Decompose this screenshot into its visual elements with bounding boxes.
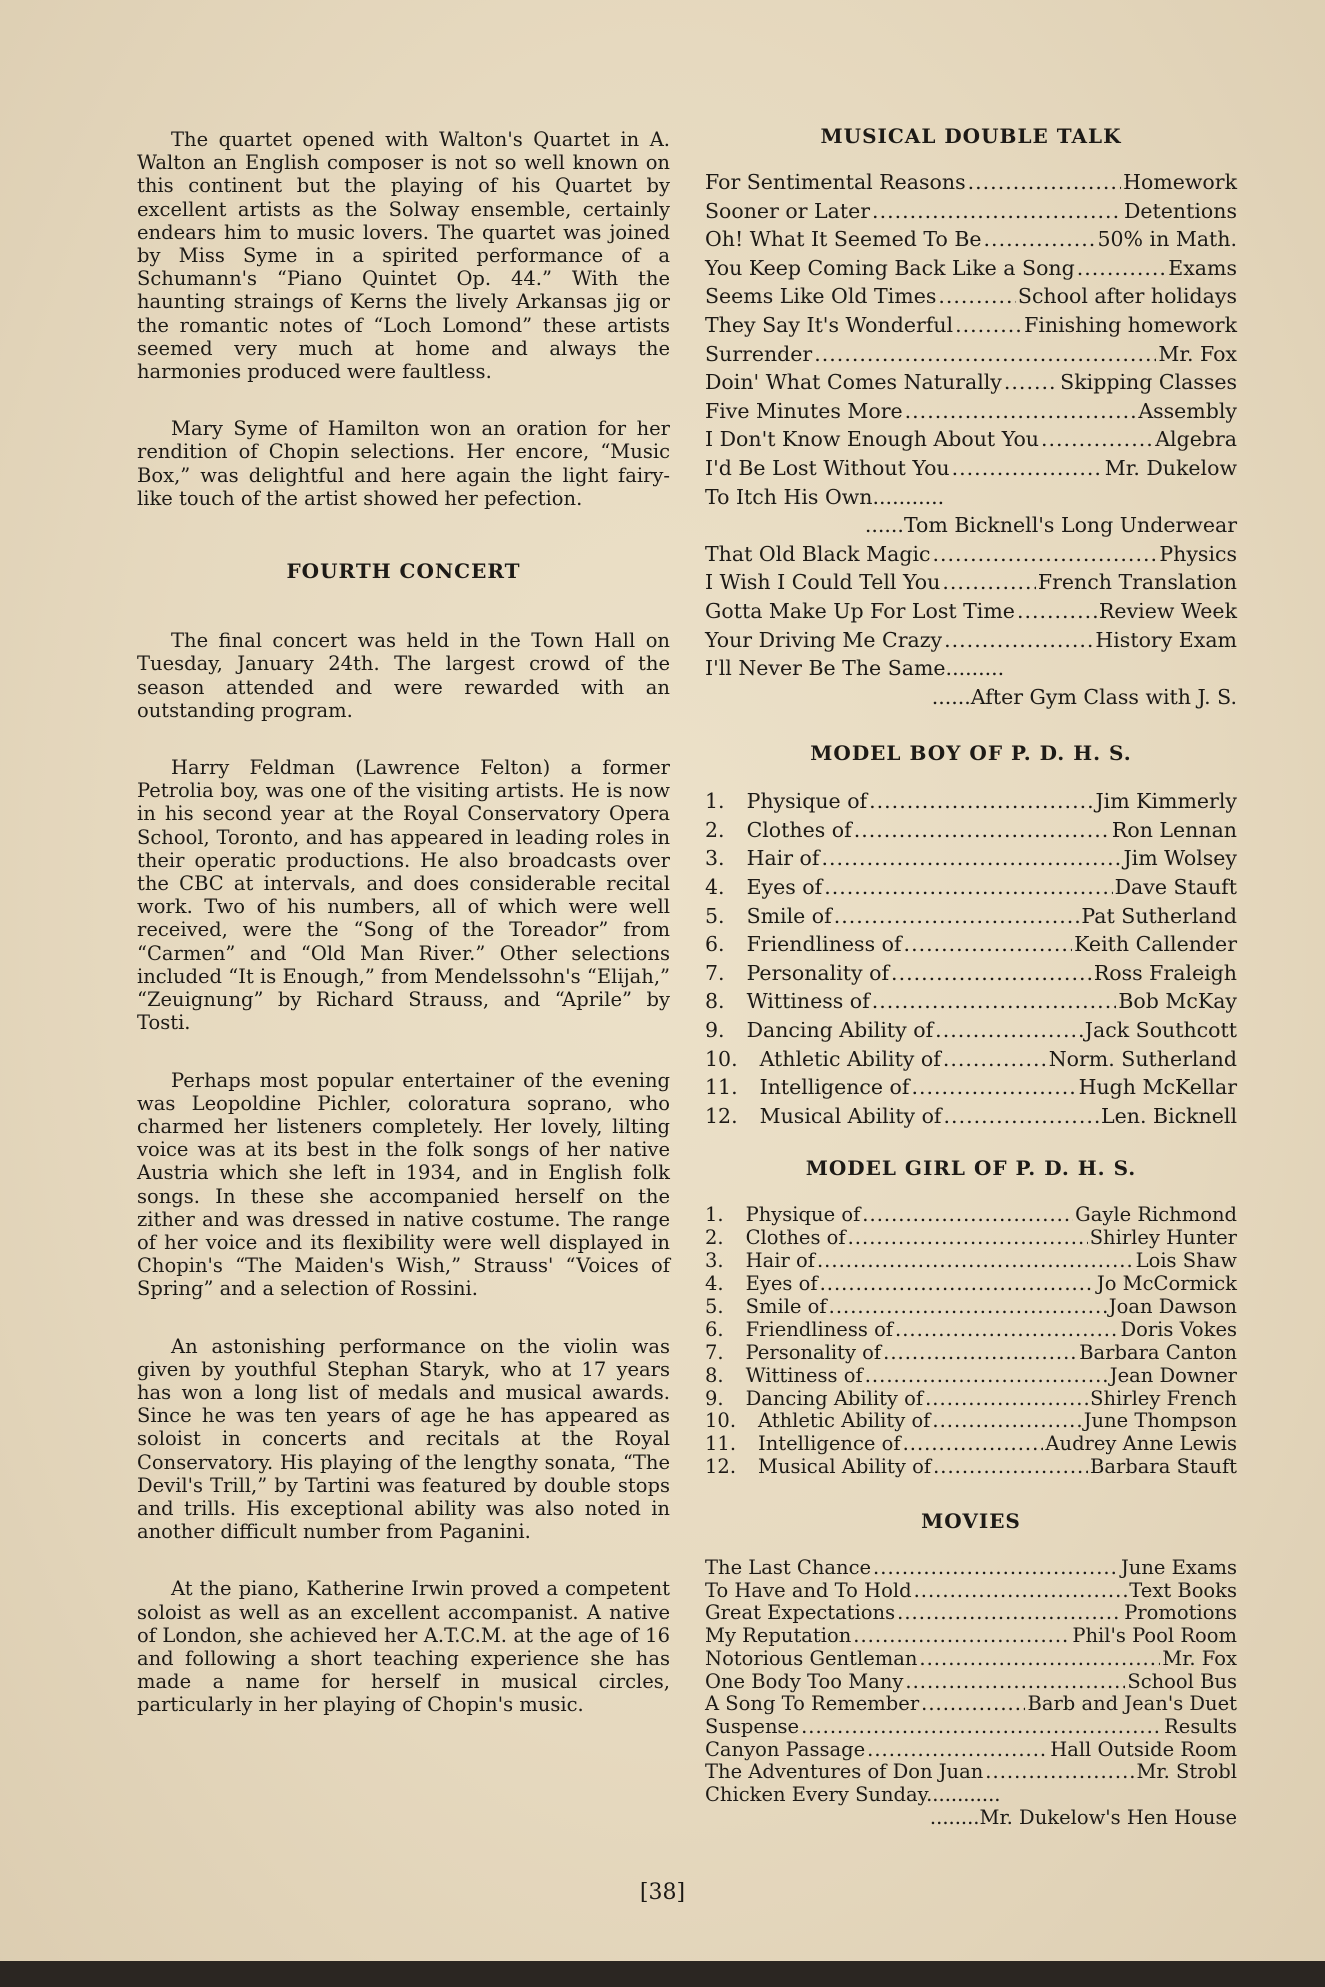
page-number: [38] — [639, 1880, 686, 1905]
list-item-chicken-left: Chicken Every Sunday............ — [705, 1782, 1001, 1806]
list-item: 10. Athletic Ability of ..... June Thompson — [705, 1410, 1237, 1433]
list-item: 6. Friendliness of ..... Keith Callender — [705, 930, 1237, 959]
list-item: 4. Eyes of ..... Dave Stauft — [705, 873, 1237, 902]
list-item: Sooner or Later ..... Detentions — [705, 197, 1237, 226]
list-item: Surrender ..... Mr. Fox — [705, 340, 1237, 369]
list-item: 5. Smile of ..... Pat Sutherland — [705, 902, 1237, 931]
list-item: Your Driving Me Crazy ..... History Exam — [705, 626, 1237, 655]
list-item: 9. Dancing Ability of ..... Jack Southcott — [705, 1016, 1237, 1045]
paragraph-katherine-irwin: At the piano, Katherine Irwin proved a competent soloist as well as an excellent accompanist. A native of London, she achieved her A.T.C.M. at the age of 16 and following a short teaching experience she has made a name for herself in musical circles, particularly in her playing of Chopin's music. — [137, 1577, 670, 1717]
paragraph-stephan-staryk: An astonishing performance on the violin was given by youthful Stephan Staryk, who at 17 years has won a long list of medals and musical awards. Since he was ten years of age he has appeared as soloist in concerts and recitals at the Royal Conservatory. His playing of the lengthy sonata, “The Devil's Trill,” by Tartini was featured by double stops and trills. His exceptional ability was also noted in another difficult number from Paganini. — [137, 1334, 670, 1544]
list-item: To Have and To Hold ..... Text Books — [705, 1580, 1237, 1603]
list-item: 9. Dancing Ability of ..... Shirley French — [705, 1388, 1237, 1411]
list-item-never-right: ......After Gym Class with J. S. — [931, 684, 1237, 709]
list-item: 5. Smile of ..... Joan Dawson — [705, 1296, 1237, 1319]
list-item: 8. Wittiness of ..... Bob McKay — [705, 987, 1237, 1016]
list-item: 7. Personality of ..... Barbara Canton — [705, 1342, 1237, 1365]
paragraph-mary-syme: Mary Syme of Hamilton won an oration for her rendition of Chopin selections. Her encore, “Music Box,” was delightful and here again the light fairy-like touch of the artist showed her pefection. — [137, 417, 670, 510]
list-item: I Don't Know Enough About You ..... Algebra — [705, 425, 1237, 454]
article-column — [137, 128, 670, 1751]
section-model-girl — [705, 1156, 1237, 1479]
list-item: Suspense ..... Results — [705, 1716, 1237, 1739]
paragraph-final-concert: The final concert was held in the Town Hall on Tuesday, January 24th. The largest crowd of the season attended and were rewarded with an outstanding program. — [137, 629, 670, 722]
list-item: 12. Musical Ability of ..... Barbara Stauft — [705, 1456, 1237, 1479]
section-movies — [705, 1509, 1237, 1829]
list-item: 12. Musical Ability of ..... Len. Bicknell — [705, 1102, 1237, 1131]
heading-model-girl: MODEL GIRL OF P. D. H. S. — [805, 1156, 1137, 1181]
list-item: I Wish I Could Tell You ..... French Translation — [705, 568, 1237, 597]
list-item: The Adventures of Don Juan ..... Mr. Strobl — [705, 1761, 1237, 1784]
paragraph-harry-feldman: Harry Feldman (Lawrence Felton) a former Petrolia boy, was one of the visiting artists. He is now in his second year at the Royal Conservatory Opera School, Toronto, and has appeared in leading roles in their operatic productions. He also broadcasts over the CBC at intervals, and does considerable recital work. Two of his numbers, all of which were well received, were the “Song of the Toreador” from “Carmen” and “Old Man River.” Other selections included “It is Enough,” from Mendelssohn's “Elijah,” “Zeuignung” by Richard Strauss, and “Aprile” by Tosti. — [137, 756, 670, 1035]
scan-edge — [0, 1961, 1325, 1987]
list-item: 1. Physique of ..... Jim Kimmerly — [705, 787, 1237, 816]
list-item: That Old Black Magic ..... Physics — [705, 540, 1237, 569]
list-item: 11. Intelligence of ..... Hugh McKellar — [705, 1073, 1237, 1102]
list-item: For Sentimental Reasons ..... Homework — [705, 168, 1237, 197]
list-item: 8. Wittiness of ..... Jean Downer — [705, 1365, 1237, 1388]
section-musical-double-talk — [705, 124, 1237, 711]
list-item: Notorious Gentleman ..... Mr. Fox — [705, 1648, 1237, 1671]
list-item-chicken-right: ........Mr. Dukelow's Hen House — [929, 1805, 1237, 1829]
list-item: 1. Physique of ..... Gayle Richmond — [705, 1204, 1237, 1227]
list-item-never-left: I'll Never Be The Same......... — [705, 656, 1005, 681]
heading-movies: MOVIES — [921, 1509, 1021, 1534]
heading-model-boy: MODEL BOY OF P. D. H. S. — [810, 741, 1132, 766]
list-item: 7. Personality of ..... Ross Fraleigh — [705, 959, 1237, 988]
list-item: 3. Hair of ..... Lois Shaw — [705, 1250, 1237, 1273]
lists-column — [705, 124, 1237, 1829]
list-item: The Last Chance ..... June Exams — [705, 1557, 1237, 1580]
list-item: 10. Athletic Ability of ..... Norm. Sutherland — [705, 1045, 1237, 1074]
list-item: 3. Hair of ..... Jim Wolsey — [705, 844, 1237, 873]
heading-fourth-concert: FOURTH CONCERT — [286, 559, 521, 584]
section-model-boy — [705, 741, 1237, 1130]
list-item-itch-left: To Itch His Own........... — [705, 484, 945, 509]
list-item: Gotta Make Up For Lost Time ..... Review Week — [705, 597, 1237, 626]
list-item: 2. Clothes of ..... Shirley Hunter — [705, 1227, 1237, 1250]
list-item: Doin' What Comes Naturally ..... Skipping Classes — [705, 368, 1237, 397]
paragraph-leopoldine-pichler: Perhaps most popular entertainer of the evening was Leopoldine Pichler, coloratura soprano, who charmed her listeners completely. Her lovely, lilting voice was at its best in the folk songs of her native Austria which she left in 1934, and in English folk songs. In these she accompanied herself on the zither and was dressed in native costume. The range of her voice and its flexibility were well displayed in Chopin's “The Maiden's Wish,” Strauss' “Voices of Spring” and a selection of Rossini. — [137, 1068, 670, 1301]
list-item: One Body Too Many ..... School Bus — [705, 1671, 1237, 1694]
list-item: A Song To Remember ..... Barb and Jean's Duet — [705, 1693, 1237, 1716]
list-item: Great Expectations ..... Promotions — [705, 1602, 1237, 1625]
list-item: My Reputation ..... Phil's Pool Room — [705, 1625, 1237, 1648]
list-item: Canyon Passage ..... Hall Outside Room — [705, 1739, 1237, 1762]
list-item: 2. Clothes of ..... Ron Lennan — [705, 816, 1237, 845]
list-item: 6. Friendliness of ..... Doris Vokes — [705, 1319, 1237, 1342]
heading-musical-double-talk: MUSICAL DOUBLE TALK — [820, 124, 1122, 148]
list-item: You Keep Coming Back Like a Song ..... Exams — [705, 254, 1237, 283]
list-item: They Say It's Wonderful ..... Finishing homework — [705, 311, 1237, 340]
list-item: Oh! What It Seemed To Be ..... 50% in Math. — [705, 225, 1237, 254]
list-item: I'd Be Lost Without You ..... Mr. Dukelow — [705, 454, 1237, 483]
list-item-itch-right: ......Tom Bicknell's Long Underwear — [864, 513, 1237, 538]
paragraph-walton: The quartet opened with Walton's Quartet in A. Walton an English composer is not so well known on this continent but the playing of his Quartet by excellent artists as the Solway ensemble, certainly endears him to music lovers. The quartet was joined by Miss Syme in a spirited performance of a Schumann's “Piano Quintet Op. 44.” With the haunting straings of Kerns the lively Arkansas jig or the romantic notes of “Loch Lomond” these artists seemed very much at home and always the harmonies produced were faultless. — [137, 128, 670, 384]
list-item: 4. Eyes of ..... Jo McCormick — [705, 1273, 1237, 1296]
list-item: Five Minutes More ..... Assembly — [705, 397, 1237, 426]
list-item: 11. Intelligence of ..... Audrey Anne Lewis — [705, 1433, 1237, 1456]
list-item: Seems Like Old Times ..... School after holidays — [705, 282, 1237, 311]
